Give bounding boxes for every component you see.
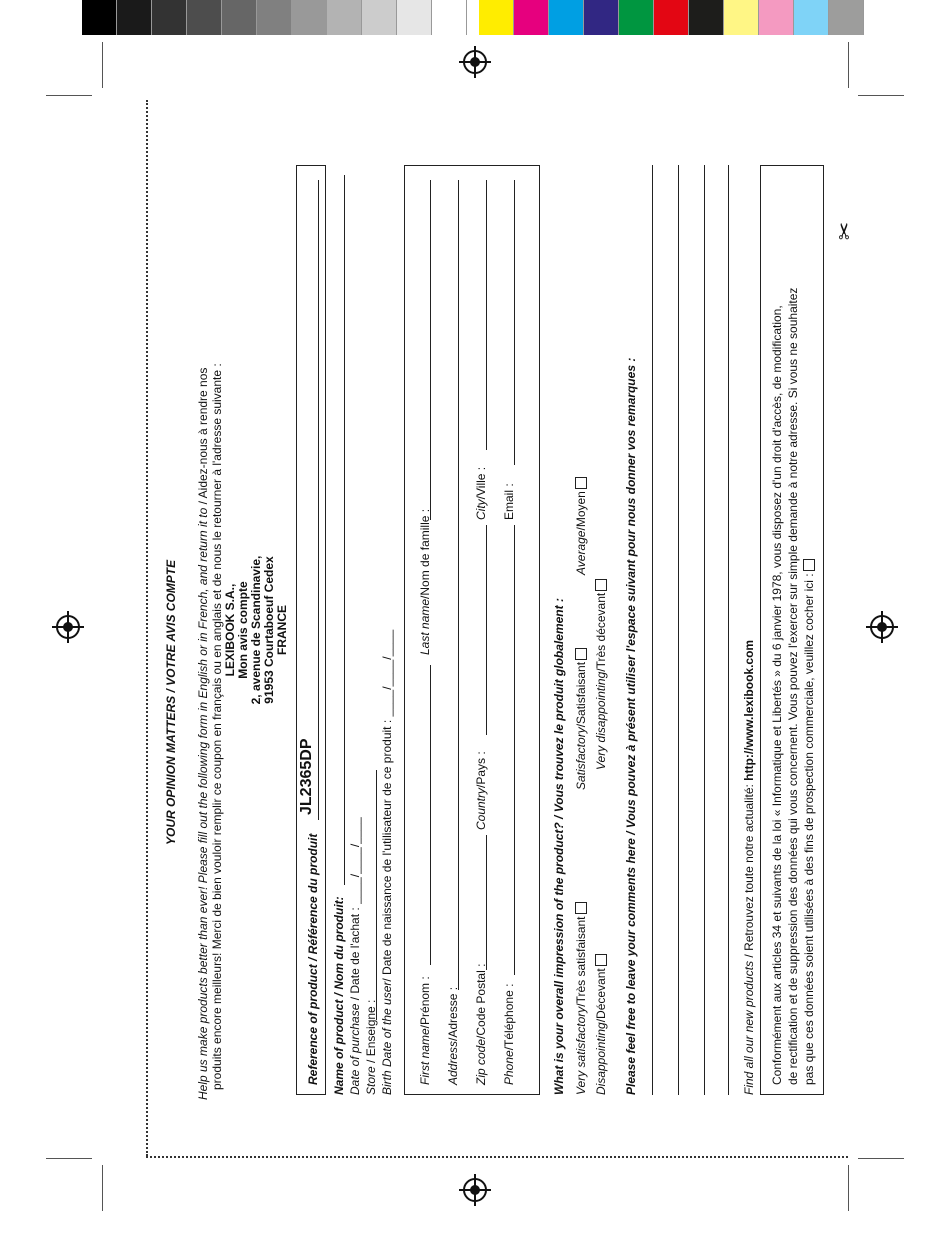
pink-swatch — [759, 0, 794, 35]
crop-mark — [848, 1165, 849, 1211]
color-calibration-bar — [82, 0, 864, 35]
coupon-title: YOUR OPINION MATTERS / VOTRE AVIS COMPTE — [164, 559, 178, 845]
zip-label: Zip code/Code Postal : — [474, 963, 488, 1085]
intro-line-1: Help us make products better than ever! Please fill out the following form in English or in French, and return it to / Aidez-nous à rendre nos — [196, 367, 210, 1100]
country-label: Country/Pays : — [474, 751, 488, 830]
crop-mark — [46, 95, 92, 96]
legal-text-1: Conformément aux articles 34 et suivants de la loi « Informatique et Libertés » du 6 janvier 1978, vous disposez d'un droit d'accès, de modification, — [770, 305, 784, 1085]
scissors-icon: ✂ — [832, 221, 858, 241]
comments-label: Please feel free to leave your comments here / Vous pouvez à présent utiliser l'espace suivant pour nous donner vos remarques : — [624, 357, 638, 1095]
email-line[interactable] — [514, 180, 515, 465]
crop-mark — [46, 1158, 92, 1159]
cyan-swatch — [549, 0, 584, 35]
product-name-label: Name of product / Nom du produit: — [332, 896, 346, 1095]
city-line[interactable] — [486, 180, 487, 450]
gray-swatch — [257, 0, 292, 35]
phone-line[interactable] — [514, 525, 515, 975]
crop-mark — [848, 42, 849, 88]
registration-mark-icon — [870, 615, 894, 639]
comment-line[interactable] — [704, 165, 705, 1095]
news-line: Find all our new products / Retrouvez toute notre actualité: http://www.lexibook.com — [742, 639, 756, 1095]
crop-mark — [858, 1158, 904, 1159]
comment-line[interactable] — [728, 165, 729, 1095]
option-satisfactory[interactable]: Satisfactory/Satisfaisant — [574, 648, 588, 790]
gray-swatch — [432, 0, 467, 35]
gray-swatch — [117, 0, 152, 35]
checkbox[interactable] — [575, 477, 587, 489]
cut-line — [146, 1156, 848, 1158]
registration-mark-icon — [463, 1178, 487, 1202]
website-link[interactable]: http://www.lexibook.com — [742, 639, 756, 781]
checkbox[interactable] — [575, 902, 587, 914]
option-very-satisfactory[interactable]: Very satisfactory/Très satisfaisant — [574, 902, 588, 1095]
opt-out-checkbox[interactable] — [803, 559, 815, 571]
mailing-address: LEXIBOOK S.A., Mon avis compte 2, avenue de Scandinavie, 91953 Courtaboeuf Cedex FRANCE — [223, 555, 289, 705]
registration-mark-icon — [463, 50, 487, 74]
gray-swatch — [82, 0, 117, 35]
purchase-date-label: Date of purchase / Date de l'achat : ____/____/____ — [348, 817, 362, 1095]
checkbox[interactable] — [595, 954, 607, 966]
registration-mark-icon — [56, 615, 80, 639]
crop-mark — [102, 42, 103, 88]
cut-line — [146, 100, 148, 1156]
last-name-line[interactable] — [430, 180, 431, 520]
gray-swatch — [362, 0, 397, 35]
gray-swatch — [397, 0, 432, 35]
opinion-coupon — [160, 130, 850, 1130]
black-swatch — [689, 0, 724, 35]
gray-swatch — [292, 0, 327, 35]
legal-text-2: de rectification et de suppression des données qui vous concernent. Vous pouvez l'exercer sur simple demande à notre adresse. Si vous ne souhaitez — [786, 287, 800, 1085]
email-label: Email : — [502, 483, 516, 520]
gray-swatch — [222, 0, 257, 35]
intro-line-2: produits encore meilleurs! Merci de bien vouloir remplir ce coupon en français ou en anglais et de nous le retourner à l'adresse suivante : — [210, 363, 224, 1090]
reference-label: Reference of product / Référence du produit — [306, 833, 320, 1085]
impression-question: What is your overall impression of the product? / Vous trouvez le produit globalement : — [552, 598, 566, 1095]
green-swatch — [619, 0, 654, 35]
gray-swatch — [152, 0, 187, 35]
phone-label: Phone/Téléphone : — [502, 983, 516, 1085]
country-line[interactable] — [486, 525, 487, 735]
crop-mark — [102, 1165, 103, 1211]
yellow-swatch — [479, 0, 514, 35]
gray-swatch — [327, 0, 362, 35]
comment-line[interactable] — [678, 165, 679, 1095]
product-name-line[interactable] — [344, 175, 345, 885]
crop-mark — [858, 95, 904, 96]
light-cyan-swatch — [794, 0, 829, 35]
store-label: Store / Enseigne : — [364, 999, 378, 1095]
option-average[interactable]: Average/Moyen — [574, 477, 588, 575]
store-line[interactable] — [376, 770, 377, 1020]
option-disappointing[interactable]: Disappointing/Décevant — [594, 954, 608, 1095]
checkbox[interactable] — [575, 648, 587, 660]
birth-date-field[interactable]: ____/____/____ — [380, 629, 394, 717]
magenta-swatch — [514, 0, 549, 35]
birth-date-label: Birth Date of the user/ Date de naissance de l'utilisateur de ce produit : ____/____/____ — [380, 629, 394, 1095]
red-swatch — [654, 0, 689, 35]
gray-swatch — [829, 0, 864, 35]
checkbox[interactable] — [595, 579, 607, 591]
blue-swatch — [584, 0, 619, 35]
purchase-date-field[interactable]: ____/____/____ — [348, 817, 362, 904]
first-name-label: First name/Prénom : — [418, 976, 432, 1085]
zip-line[interactable] — [486, 835, 487, 970]
city-label: City/Ville : — [474, 466, 488, 520]
address-line[interactable] — [458, 180, 459, 990]
light-yellow-swatch — [724, 0, 759, 35]
address-label: Address/Adresse : — [446, 986, 460, 1085]
gray-swatch — [187, 0, 222, 35]
legal-text-3: pas que ces données soient utilisées à des fins de prospection commerciale, veuillez cocher ici : — [802, 559, 816, 1085]
last-name-label: Last name/Nom de famille : — [418, 508, 432, 655]
comment-line[interactable] — [652, 165, 653, 1095]
reference-value: JL2365DP — [298, 738, 315, 815]
first-name-line[interactable] — [430, 665, 431, 965]
option-very-disappointing[interactable]: Very disappointing/Très décevant — [594, 579, 608, 770]
reference-line — [318, 180, 319, 820]
